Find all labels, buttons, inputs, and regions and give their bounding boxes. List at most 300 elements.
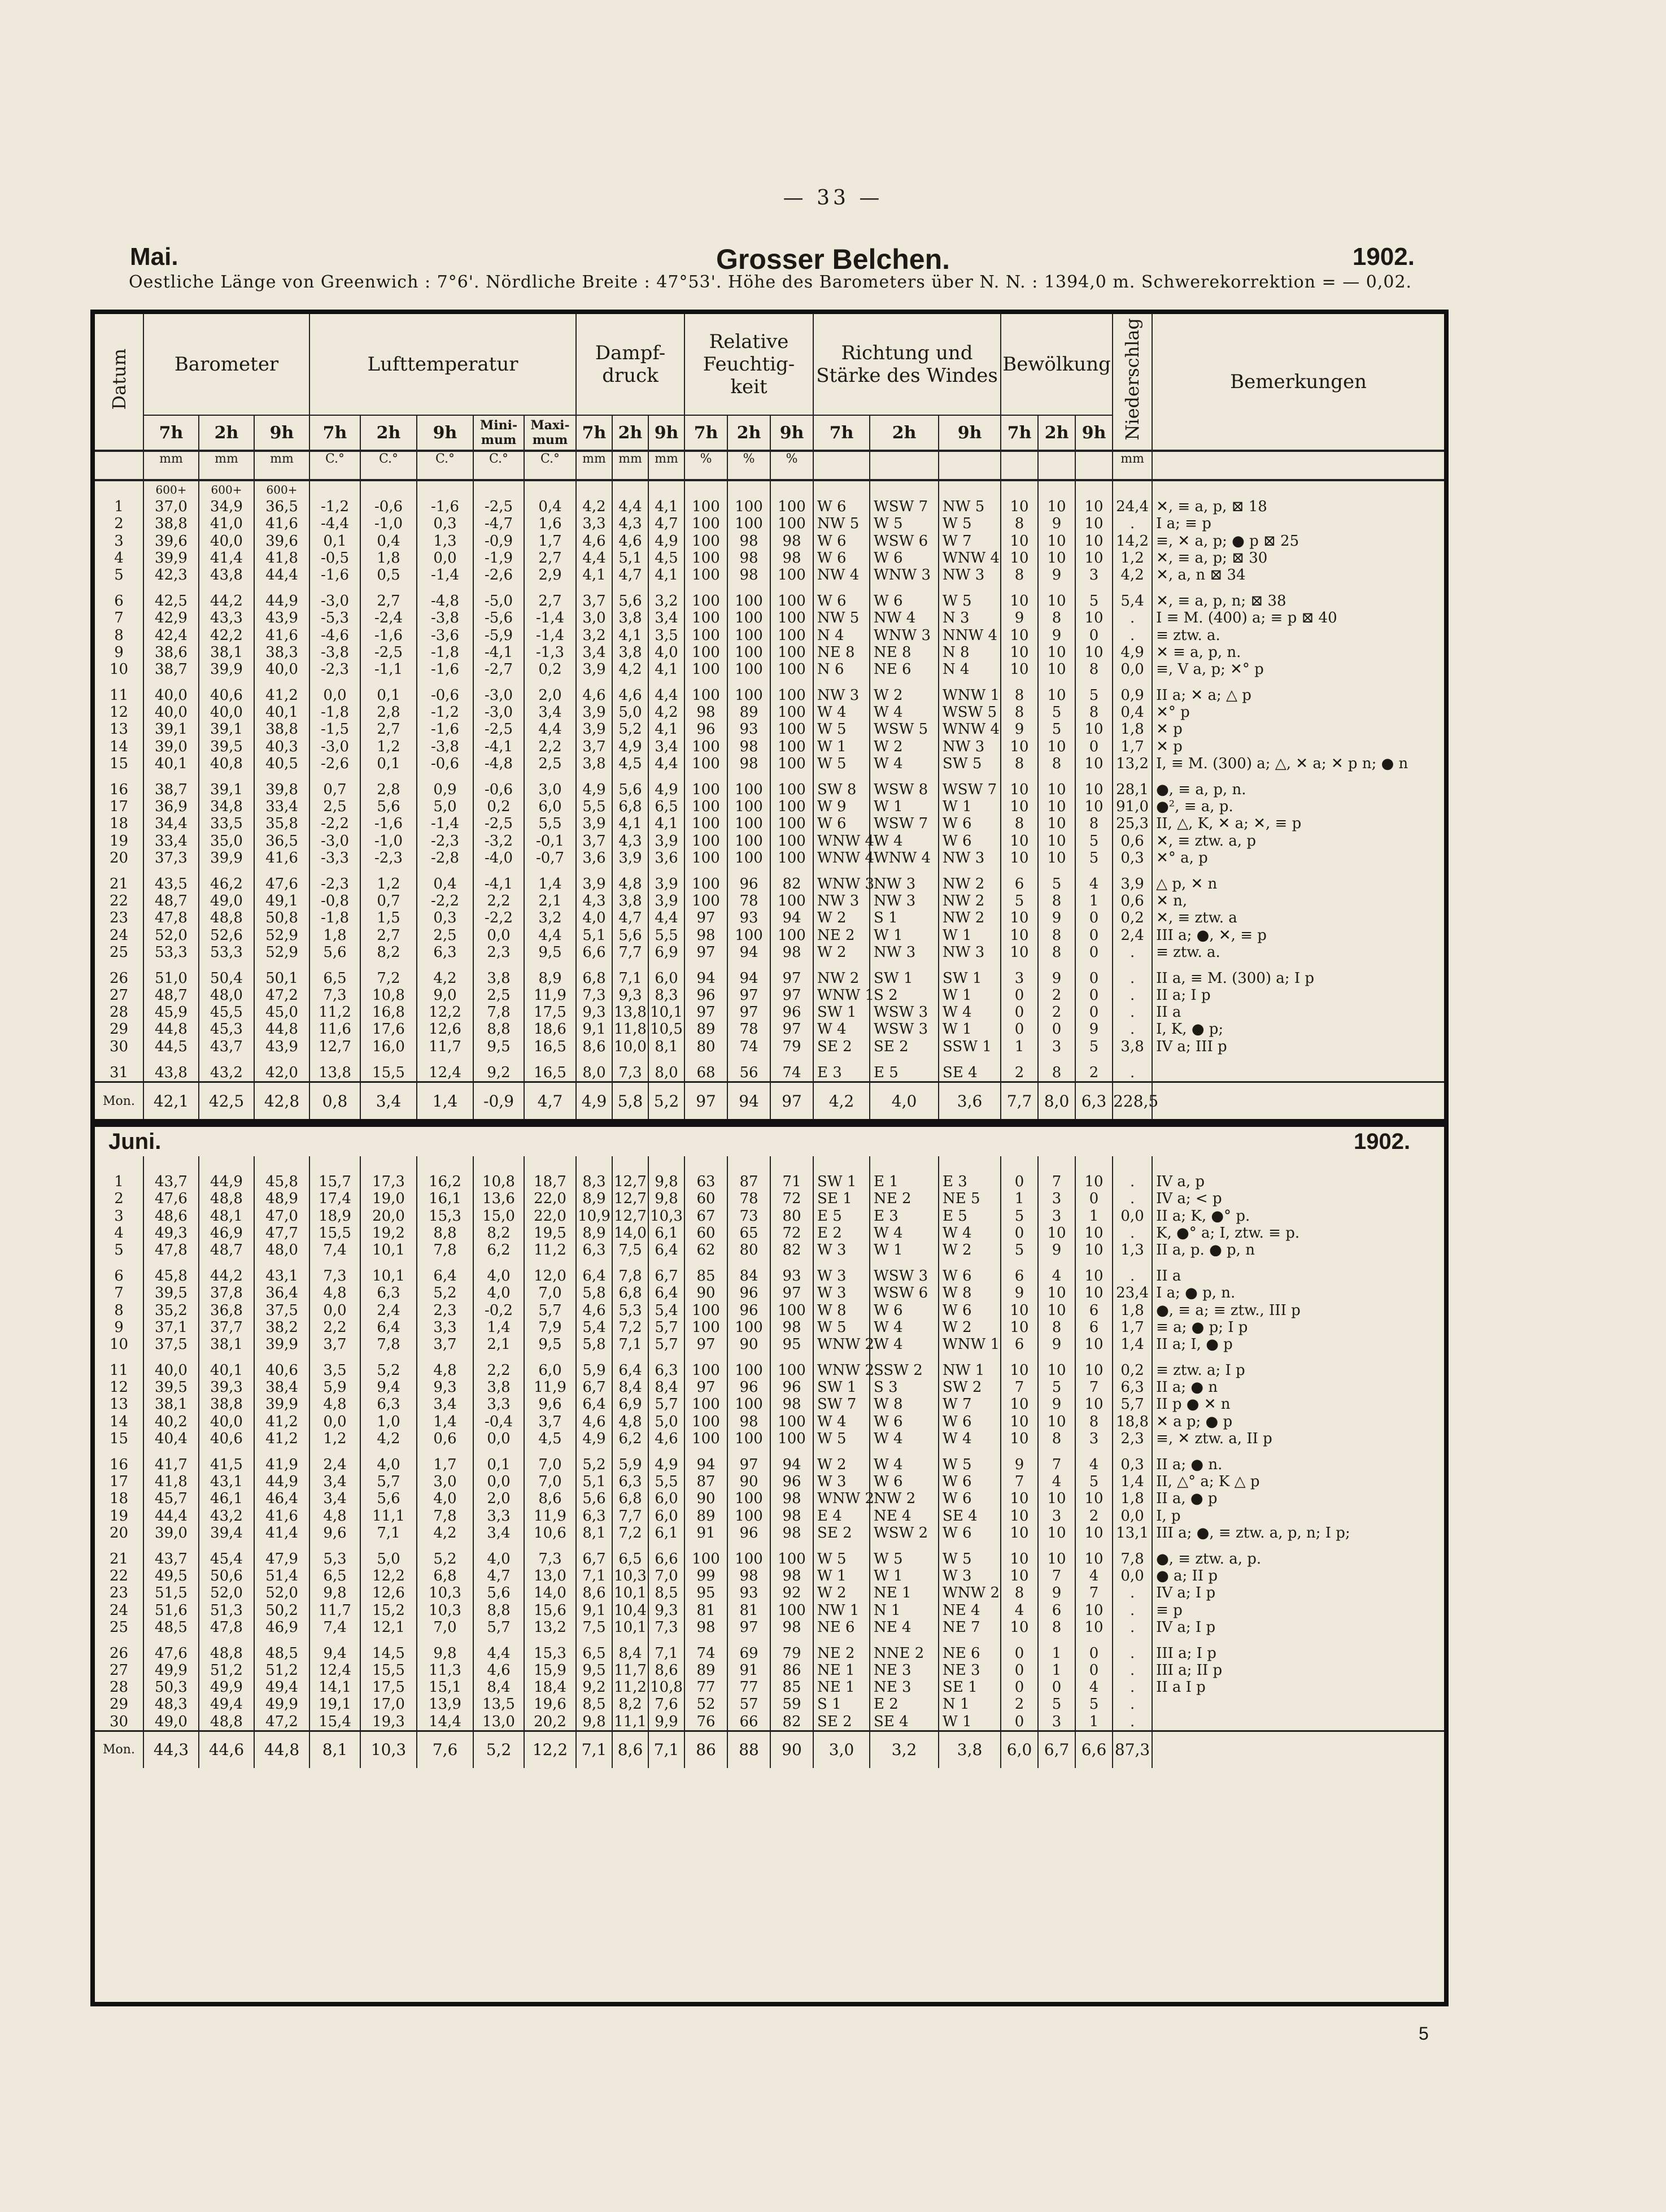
table-cell: 100 xyxy=(778,593,806,610)
table-cell: 3 xyxy=(1052,1038,1062,1055)
table-cell: 44,4 xyxy=(265,566,298,584)
table-cell: 1,0 xyxy=(377,1413,400,1430)
table-cell: 10 xyxy=(109,1335,129,1353)
table-cell: ● a; II p xyxy=(1156,1567,1218,1585)
table-cell: 7,0 xyxy=(433,1618,457,1636)
mai-cloud-9h xyxy=(1075,480,1113,1082)
table-cell: 98 xyxy=(782,532,801,550)
table-cell: 2,2 xyxy=(323,1318,347,1336)
table-cell: -1,4 xyxy=(430,815,460,833)
table-cell: 10,3 xyxy=(650,1207,683,1225)
table-cell: 3,4 xyxy=(655,738,678,755)
table-cell: -2,6 xyxy=(320,755,350,772)
table-cell: 1 xyxy=(114,498,124,516)
table-cell: W 4 xyxy=(943,1004,972,1021)
table-cell: 44,2 xyxy=(210,593,243,610)
table-cell: SW 1 xyxy=(817,1004,857,1021)
table-cell: 99 xyxy=(696,1567,716,1585)
table-cell: 10 xyxy=(1084,1396,1104,1413)
table-cell: WNW 4 xyxy=(943,549,1000,567)
table-cell: 38,7 xyxy=(155,781,187,798)
table-cell: 45,4 xyxy=(210,1550,243,1567)
table-cell: 100 xyxy=(692,515,720,533)
mai-temp-9h xyxy=(417,480,473,1082)
table-cell: 10 xyxy=(1010,1550,1029,1567)
table-cell: II a; ✕ a; △ p xyxy=(1156,687,1251,704)
table-cell: W 5 xyxy=(817,755,847,772)
table-cell: W 1 xyxy=(943,987,972,1004)
table-cell: 6,0 xyxy=(655,1490,678,1508)
table-cell: 43,9 xyxy=(265,609,298,627)
table-cell: 0 xyxy=(1089,1004,1099,1021)
table-cell: N 3 xyxy=(943,609,970,627)
table-cell: 49,4 xyxy=(265,1679,298,1696)
table-cell: NW 1 xyxy=(817,1601,860,1619)
table-cell: 6,3 xyxy=(655,1362,678,1379)
juni-mean-bar2: 44,6 xyxy=(199,1731,254,1768)
station-subtitle: Oestliche Länge von Greenwich : 7°6'. Nördliche Breite : 47°53'. Höhe des Barometers über N. N. : 1394,0 m. Schwerekorrektion = — 0,02. xyxy=(129,272,1412,292)
table-cell: 97 xyxy=(696,1379,716,1396)
table-cell: 10,8 xyxy=(482,1173,515,1191)
table-cell: 40,6 xyxy=(210,1430,243,1447)
table-cell: NE 3 xyxy=(943,1662,980,1679)
table-cell: 9,3 xyxy=(433,1379,457,1396)
table-cell: 9,4 xyxy=(323,1644,347,1662)
table-cell: 9,0 xyxy=(433,987,457,1004)
table-cell: 100 xyxy=(692,609,720,627)
table-cell: SSW 1 xyxy=(943,1038,992,1055)
table-cell: 11 xyxy=(109,1362,129,1379)
mai-mean-t2: 3,4 xyxy=(360,1082,417,1120)
table-cell: 5,8 xyxy=(582,1335,606,1353)
table-cell: 0,6 xyxy=(433,1430,457,1447)
table-cell: 17 xyxy=(109,798,129,816)
table-cell: 3,0 xyxy=(433,1473,457,1491)
table-cell: 4,6 xyxy=(487,1662,511,1679)
table-cell: WNW 2 xyxy=(943,1584,1000,1602)
juni-mean-row xyxy=(95,1731,1444,1768)
table-cell: 10,0 xyxy=(614,1038,647,1055)
table-cell: 3,2 xyxy=(582,626,606,644)
table-cell: 38,1 xyxy=(155,1396,187,1413)
table-cell: 13,8 xyxy=(319,1064,351,1081)
table-cell: 23 xyxy=(109,909,129,927)
table-cell: -2,3 xyxy=(320,875,350,892)
table-cell: W 2 xyxy=(874,687,903,704)
table-cell: -3,6 xyxy=(430,626,460,644)
table-cell: 2,9 xyxy=(538,566,562,584)
table-cell: 3,4 xyxy=(433,1396,457,1413)
table-cell: 78 xyxy=(739,892,758,910)
table-cell: II a; I p xyxy=(1156,987,1211,1004)
juni-cloud-9h xyxy=(1075,1156,1113,1731)
table-cell: 2,8 xyxy=(377,781,400,798)
table-cell: 8 xyxy=(1052,1318,1062,1336)
table-cell: 44,8 xyxy=(265,1021,298,1038)
table-cell: 2,5 xyxy=(538,755,562,772)
table-cell: 10 xyxy=(1047,815,1066,833)
table-cell: -0,6 xyxy=(430,687,460,704)
table-cell: 0,2 xyxy=(487,798,511,816)
table-cell: S 1 xyxy=(817,1696,841,1713)
table-cell: 89 xyxy=(739,704,758,721)
table-cell: . xyxy=(1129,1224,1135,1242)
table-cell: 4,1 xyxy=(582,566,606,584)
table-cell: 10 xyxy=(1010,498,1029,516)
table-cell: WSW 8 xyxy=(874,781,928,798)
table-cell: 2 xyxy=(1014,1064,1024,1081)
table-cell: 38,3 xyxy=(265,643,298,661)
table-cell: ●, ≡ ztw. a, p. xyxy=(1156,1550,1262,1567)
table-cell: 10 xyxy=(1047,849,1066,866)
table-cell: 0 xyxy=(1089,969,1099,987)
table-cell: 37,0 xyxy=(155,498,187,516)
table-cell: E 2 xyxy=(874,1696,899,1713)
table-cell: 100 xyxy=(778,926,806,944)
table-cell: 48,8 xyxy=(210,1713,243,1730)
table-cell: 15,0 xyxy=(482,1207,515,1225)
table-cell: IV a; I p xyxy=(1156,1618,1216,1636)
table-cell: 44,8 xyxy=(155,1021,187,1038)
table-cell: 5,0 xyxy=(377,1550,400,1567)
table-cell: 1 xyxy=(1052,1644,1062,1662)
table-cell: 10 xyxy=(1047,1301,1066,1319)
table-cell: W 6 xyxy=(817,593,847,610)
table-cell: 3,0 xyxy=(582,609,606,627)
table-cell: NE 2 xyxy=(817,926,855,944)
table-cell: 52 xyxy=(696,1696,716,1713)
table-cell: 8,9 xyxy=(582,1224,606,1242)
table-cell: 6,3 xyxy=(618,1473,642,1491)
table-cell: 2,4 xyxy=(377,1301,400,1319)
table-cell: 4,4 xyxy=(655,687,678,704)
table-cell: 5,4 xyxy=(655,1301,678,1319)
table-cell: 0 xyxy=(1089,926,1099,944)
table-cell: N 4 xyxy=(817,626,844,644)
table-cell: 3,9 xyxy=(655,875,678,892)
mai-wind-7h xyxy=(813,480,875,1082)
table-cell: -1,4 xyxy=(535,626,565,644)
table-cell: 80 xyxy=(739,1241,758,1259)
table-cell: W 2 xyxy=(874,738,903,755)
table-cell: 10 xyxy=(1010,626,1029,644)
table-cell: 0,0 xyxy=(487,1473,511,1491)
table-cell: 0,4 xyxy=(538,498,562,516)
table-cell: 3,8 xyxy=(1120,1038,1144,1055)
table-cell: 47,7 xyxy=(265,1224,298,1242)
table-cell: 49,4 xyxy=(210,1696,243,1713)
table-cell: 73 xyxy=(739,1207,758,1225)
table-cell: 63 xyxy=(696,1173,716,1191)
table-cell: 3,9 xyxy=(582,721,606,738)
table-cell: 5 xyxy=(1089,849,1099,866)
table-cell: 1,4 xyxy=(1120,1473,1144,1491)
mai-cloud-7h xyxy=(1001,480,1038,1082)
table-cell: 8,4 xyxy=(618,1379,642,1396)
header-bewoelkung: Bewölkung xyxy=(1001,314,1113,415)
table-cell: 3,3 xyxy=(433,1318,457,1336)
table-cell: 4,9 xyxy=(655,781,678,798)
page-number: — 33 — xyxy=(783,186,883,210)
table-cell: 100 xyxy=(778,781,806,798)
table-cell: ≡ ztw. a. xyxy=(1156,943,1220,961)
table-cell: 49,9 xyxy=(210,1679,243,1696)
table-cell: 100 xyxy=(692,832,720,850)
table-cell: 57 xyxy=(739,1696,758,1713)
table-cell: 7,3 xyxy=(538,1550,562,1567)
table-cell: 10 xyxy=(1010,1318,1029,1336)
table-cell: 12 xyxy=(109,704,129,721)
table-cell: 10 xyxy=(1084,1524,1104,1542)
table-cell: NW 5 xyxy=(817,609,860,627)
table-cell: 0,3 xyxy=(1120,849,1144,866)
table-cell: 0 xyxy=(1089,1662,1099,1679)
table-cell: 4,0 xyxy=(433,1490,457,1508)
table-cell: -1,6 xyxy=(374,626,403,644)
table-cell: S 2 xyxy=(874,987,898,1004)
table-cell: 52,9 xyxy=(265,943,298,961)
month-label: Mai. xyxy=(130,243,178,271)
table-cell: -1,8 xyxy=(320,909,350,927)
table-cell: 10 xyxy=(1047,1413,1066,1430)
mai-barometer-2h xyxy=(199,480,254,1082)
table-cell: 10,3 xyxy=(429,1584,461,1602)
table-cell: -4,0 xyxy=(484,849,513,866)
mai-niederschlag xyxy=(1113,480,1152,1082)
table-cell: 8,8 xyxy=(487,1021,511,1038)
subhead-cloud-9h: 9h xyxy=(1075,415,1113,451)
table-cell: 5 xyxy=(1089,1696,1099,1713)
table-cell: 4,9 xyxy=(655,532,678,550)
table-cell: W 8 xyxy=(817,1301,847,1319)
table-cell: 48,5 xyxy=(155,1618,187,1636)
table-cell: 2,7 xyxy=(538,593,562,610)
table-cell: 5,2 xyxy=(433,1550,457,1567)
juni-feucht-9h xyxy=(770,1156,813,1731)
table-cell: 4,1 xyxy=(655,498,678,516)
table-cell: 7,3 xyxy=(323,987,347,1004)
table-cell: 14,4 xyxy=(429,1713,461,1730)
juni-feucht-2h xyxy=(727,1156,770,1731)
table-cell: 0,0 xyxy=(323,1413,347,1430)
table-cell: 5,5 xyxy=(655,1473,678,1491)
table-cell: W 6 xyxy=(943,1268,972,1285)
table-cell: ≡, ✕ ztw. a, II p xyxy=(1156,1430,1272,1447)
table-cell: II a xyxy=(1156,1268,1181,1285)
table-cell: 7,1 xyxy=(655,1644,678,1662)
table-cell: 5,6 xyxy=(582,1490,606,1508)
table-cell: 100 xyxy=(778,849,806,866)
table-cell: 2,0 xyxy=(487,1490,511,1508)
table-cell: 4 xyxy=(114,549,124,567)
juni-mean-c9: 6,6 xyxy=(1075,1731,1113,1768)
table-cell: 4,8 xyxy=(618,875,642,892)
table-cell: 2,2 xyxy=(538,738,562,755)
table-cell: 6,3 xyxy=(582,1241,606,1259)
table-cell: W 6 xyxy=(817,815,847,833)
table-cell: W 9 xyxy=(817,798,847,816)
table-cell: 44,9 xyxy=(265,1473,298,1491)
table-cell: 51,6 xyxy=(155,1601,187,1619)
table-cell: IV a; < p xyxy=(1156,1190,1222,1208)
year-label: 1902. xyxy=(1352,243,1415,271)
table-cell: 1 xyxy=(1089,1713,1099,1730)
table-cell: 0,6 xyxy=(1120,892,1144,910)
table-cell: 89 xyxy=(696,1662,716,1679)
table-cell: 43,8 xyxy=(210,566,243,584)
table-cell: 3 xyxy=(1089,566,1099,584)
table-cell: 5 xyxy=(1014,1207,1024,1225)
table-cell: 8 xyxy=(1089,660,1099,678)
table-cell: 8,5 xyxy=(655,1584,678,1602)
table-cell: 100 xyxy=(692,781,720,798)
table-cell: 8 xyxy=(114,1301,124,1319)
table-cell: 0,2 xyxy=(538,660,562,678)
table-cell: I a; ≡ p xyxy=(1156,515,1211,533)
table-cell: 100 xyxy=(778,832,806,850)
mai-barometer-7h xyxy=(143,480,199,1082)
juni-niederschlag xyxy=(1113,1156,1152,1731)
mai-wind-2h xyxy=(870,480,939,1082)
table-cell: 49,0 xyxy=(210,892,243,910)
table-cell: 15,5 xyxy=(319,1224,351,1242)
table-cell: 3,8 xyxy=(582,755,606,772)
table-cell: 10 xyxy=(1084,515,1104,533)
unit-mm: mm xyxy=(648,451,684,480)
table-cell: 1,3 xyxy=(1120,1241,1144,1259)
table-cell: 100 xyxy=(692,626,720,644)
table-cell: 42,5 xyxy=(155,593,187,610)
table-cell: WSW 2 xyxy=(874,1524,928,1542)
table-cell: 51,3 xyxy=(210,1601,243,1619)
table-cell: 7 xyxy=(1052,1173,1062,1191)
table-cell: 17,5 xyxy=(534,1004,566,1021)
table-cell: 6,0 xyxy=(538,798,562,816)
table-cell: 10 xyxy=(1010,849,1029,866)
table-cell: 9 xyxy=(114,1318,124,1336)
mai-mean-t9: 1,4 xyxy=(417,1082,473,1120)
table-cell: 5,1 xyxy=(582,926,606,944)
table-cell: ≡ a; ● p; I p xyxy=(1156,1318,1248,1336)
table-cell: 7,8 xyxy=(433,1507,457,1525)
table-cell: 9 xyxy=(1052,1396,1062,1413)
table-cell: 36,5 xyxy=(265,832,298,850)
table-cell: 2,3 xyxy=(433,1301,457,1319)
table-cell: 40,3 xyxy=(265,738,298,755)
table-cell: SW 2 xyxy=(943,1379,982,1396)
table-cell: E 5 xyxy=(874,1064,899,1081)
table-cell: 98 xyxy=(696,926,716,944)
table-cell: 1,8 xyxy=(377,549,400,567)
table-cell: 35,0 xyxy=(210,832,243,850)
table-cell: 80 xyxy=(782,1207,801,1225)
table-cell: 0,3 xyxy=(1120,1456,1144,1473)
table-cell: II, △, K, ✕ a; ✕, ≡ p xyxy=(1156,815,1302,833)
table-cell: 15,6 xyxy=(534,1601,566,1619)
subhead-dampf-9h: 9h xyxy=(648,415,684,451)
table-cell: W 5 xyxy=(874,1550,903,1567)
table-cell: 7,1 xyxy=(377,1524,400,1542)
table-cell: E 3 xyxy=(943,1173,967,1191)
table-cell: NE 4 xyxy=(874,1618,911,1636)
mai-dampf-2h xyxy=(612,480,648,1082)
table-cell: 6,4 xyxy=(655,1241,678,1259)
table-cell: 14,0 xyxy=(614,1224,647,1242)
table-cell: 100 xyxy=(778,1601,806,1619)
table-cell: 5,1 xyxy=(582,1473,606,1491)
table-cell: 6,8 xyxy=(433,1567,457,1585)
table-cell: 91 xyxy=(739,1662,758,1679)
table-cell: 5 xyxy=(1014,892,1024,910)
table-cell: 98 xyxy=(782,943,801,961)
table-cell: 90 xyxy=(739,1473,758,1491)
table-cell: 25,3 xyxy=(1116,815,1149,833)
table-cell: 43,5 xyxy=(155,875,187,892)
table-cell: 7 xyxy=(1014,1473,1024,1491)
table-cell: 10 xyxy=(1010,832,1029,850)
table-cell: 4,6 xyxy=(582,687,606,704)
table-cell: 5,7 xyxy=(377,1473,400,1491)
table-cell: 4,5 xyxy=(618,755,642,772)
table-cell: 5,3 xyxy=(323,1550,347,1567)
juni-mean-f2: 88 xyxy=(727,1731,770,1768)
table-cell: 4,7 xyxy=(618,909,642,927)
mai-mean-row xyxy=(95,1082,1444,1120)
table-cell: W 2 xyxy=(817,909,847,927)
table-cell: 9 xyxy=(1014,609,1024,627)
table-cell: 13,2 xyxy=(1116,755,1149,772)
table-cell: 11 xyxy=(109,687,129,704)
table-cell: 44,9 xyxy=(265,593,298,610)
table-cell: 2,1 xyxy=(487,1335,511,1353)
table-cell: 5 xyxy=(1089,687,1099,704)
table-cell: 1,8 xyxy=(1120,1490,1144,1508)
table-cell: . xyxy=(1129,1713,1135,1730)
table-cell: 98 xyxy=(739,755,758,772)
table-cell: 100 xyxy=(735,926,763,944)
table-cell: -3,0 xyxy=(320,593,350,610)
table-cell: NW 3 xyxy=(943,943,985,961)
table-cell: 17,0 xyxy=(372,1696,405,1713)
table-cell: E 3 xyxy=(874,1207,899,1225)
mai-mean-w2: 4,0 xyxy=(870,1082,939,1120)
table-cell: 11,2 xyxy=(534,1241,566,1259)
table-cell: W 4 xyxy=(874,1456,903,1473)
table-cell: 0,5 xyxy=(377,566,400,584)
table-cell: 4,9 xyxy=(655,1456,678,1473)
table-cell: NE 6 xyxy=(817,1618,855,1636)
juni-mean-d2: 8,6 xyxy=(612,1731,648,1768)
table-cell: 5,9 xyxy=(323,1379,347,1396)
table-cell: II a; ● n xyxy=(1156,1379,1218,1396)
subhead-maximum: Maxi-mum xyxy=(524,415,576,451)
table-cell: 4,1 xyxy=(618,815,642,833)
table-cell: 100 xyxy=(778,738,806,755)
table-cell: W 4 xyxy=(817,1021,847,1038)
table-cell: ≡ ztw. a. xyxy=(1156,626,1220,644)
mai-temp-2h xyxy=(360,480,417,1082)
table-cell: -4,7 xyxy=(484,515,513,533)
table-cell: 10 xyxy=(1010,1362,1029,1379)
table-cell: 0,0 xyxy=(487,1430,511,1447)
table-cell: -0,6 xyxy=(430,755,460,772)
table-cell: 4,4 xyxy=(538,721,562,738)
table-cell: 4,4 xyxy=(487,1644,511,1662)
table-cell: 3,7 xyxy=(582,738,606,755)
table-cell: 7 xyxy=(1052,1456,1062,1473)
table-cell: 5,5 xyxy=(538,815,562,833)
table-cell: 74 xyxy=(782,1064,801,1081)
